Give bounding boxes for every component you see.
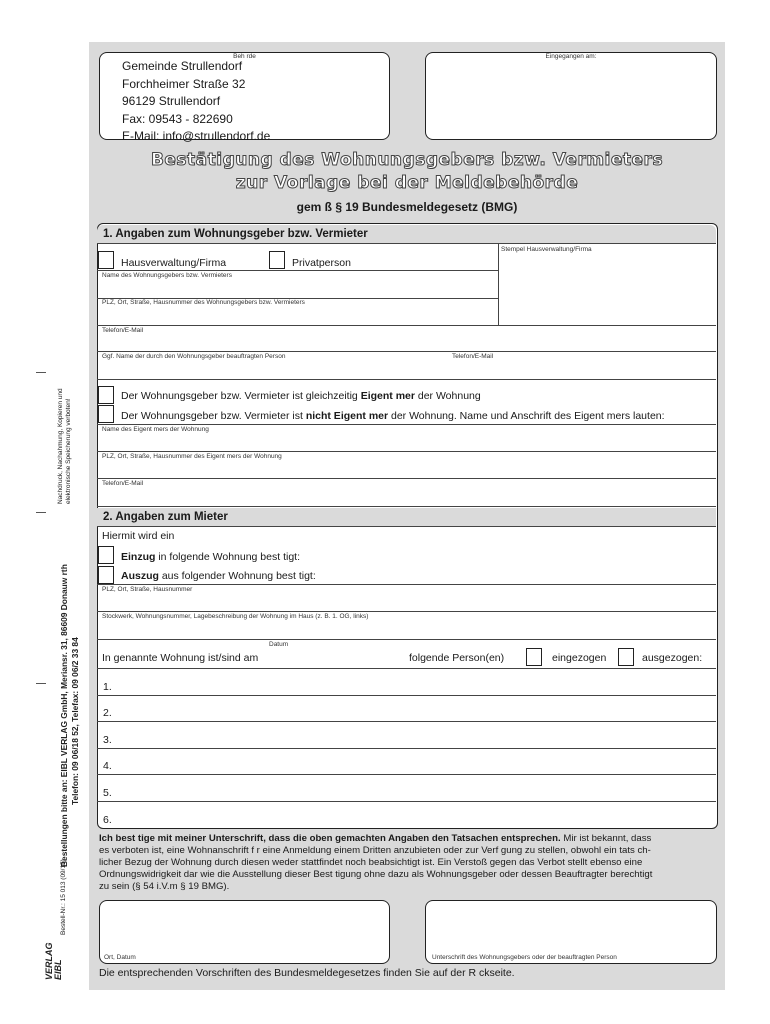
crop-mark [36, 372, 46, 373]
person-row-3[interactable]: 3. [103, 734, 112, 746]
person-row-4[interactable]: 4. [103, 760, 112, 772]
landlord-name-label: Name des Wohnungsgebers bzw. Vermieters [102, 272, 232, 279]
move-out-text: Auszug aus folgender Wohnung best tigt: [121, 570, 316, 582]
owner-yes-checkbox[interactable] [98, 386, 114, 404]
company-option-label: Hausverwaltung/Firma [121, 257, 227, 269]
moved-date-text: In genannte Wohnung ist/sind am [102, 652, 259, 664]
owner-yes-text: Der Wohnungsgeber bzw. Vermieter ist gleichzeitig Eigent mer der Wohnung [121, 390, 481, 402]
private-checkbox[interactable] [269, 251, 285, 269]
moved-in-label: eingezogen [552, 652, 607, 664]
authority-label: Beh rde [233, 53, 256, 60]
form-title-line1: Bestätigung des Wohnungsgebers bzw. Vermieters [150, 150, 664, 170]
landlord-address-label: PLZ, Ort, Straße, Hausnummer des Wohnungsgebers bzw. Vermieters [102, 299, 305, 306]
stamp-label: Stempel Hausverwaltung/Firma [501, 246, 592, 253]
received-label: Eingegangen am: [545, 53, 597, 60]
agent-name-label: Ggf. Name der durch den Wohnungsgeber beauftragten Person [102, 353, 286, 360]
place-date-label: Ort, Datum [104, 954, 136, 961]
tenant-floor-label: Stockwerk, Wohnungsnummer, Lagebeschreibung der Wohnung im Haus (z. B. 1. OG, links) [102, 613, 369, 620]
private-option-label: Privatperson [292, 257, 351, 269]
move-out-checkbox[interactable] [98, 566, 114, 584]
section2-intro: Hiermit wird ein [102, 530, 175, 542]
crop-mark [36, 683, 46, 684]
person-row-1[interactable]: 1. [103, 681, 112, 693]
move-in-checkbox[interactable] [98, 546, 114, 564]
footer-note: Die entsprechenden Vorschriften des Bundesmeldegesetzes finden Sie auf der R ckseite. [99, 967, 515, 979]
moved-out-label: ausgezogen: [642, 652, 703, 664]
authority-box [99, 52, 390, 143]
section1-heading: 1. Angaben zum Wohnungsgeber bzw. Vermieter [97, 225, 716, 243]
tenant-address-label: PLZ, Ort, Straße, Hausnummer [102, 586, 193, 593]
order-info: Bestellungen bitte an: EIBL VERLAG GmbH, Meriansr. 31, 86609 Donauw rth Telefon: 09 06/18 52, Telefax: 09 06/2 33 84 [59, 564, 80, 867]
received-stamp-box [425, 52, 717, 140]
moved-out-checkbox[interactable] [618, 648, 634, 666]
owner-no-text: Der Wohnungsgeber bzw. Vermieter ist nicht Eigent mer der Wohnung. Name und Anschrift des Eigent mers lauten: [121, 410, 665, 422]
persons-text: folgende Person(en) [409, 652, 505, 664]
person-row-6[interactable]: 6. [103, 814, 112, 826]
company-checkbox[interactable] [98, 251, 114, 269]
form-title-line2: zur Vorlage bei der Meldebehörde [235, 173, 579, 193]
declaration-text: Ich best tige mit meiner Unterschrift, dass die oben gemachten Angaben den Tatsachen entsprechen. Mir ist bekannt, dass es verboten ist, eine Wohnanschrift f r eine Anmeldung einem Dritten anzubieten oder zur Verf gung zu stellen, obwohl ein tats ch- licher Bezug der Wohnung durch diesen weder stattfindet noch beabsichtigt ist. Ein Verstoß gegen das Verbot stellt ebenso eine Ordnungswidrigkeit dar wie die Ausstellung dieser Best tigung ohne dazu als Wohnungsgeber oder dessen Beauftragter berechtigt zu sein (§ 54 i.V.m § 19 BMG). [99, 833, 653, 892]
stamp-divider [498, 243, 499, 325]
owner-no-checkbox[interactable] [98, 405, 114, 423]
form-subtitle: gem ß § 19 Bundesmeldegesetz (BMG) [296, 200, 518, 214]
copyright-notice: Nachdruck, Nachahmung, Kopieren und elektronische Speicherung verboten! [57, 388, 72, 504]
section2-heading: 2. Angaben zum Mieter [97, 508, 716, 526]
place-date-box[interactable] [99, 900, 390, 964]
signature-box[interactable] [425, 900, 717, 964]
person-row-2[interactable]: 2. [103, 707, 112, 719]
signature-label: Unterschrift des Wohnungsgebers oder der beauftragten Person [432, 954, 617, 961]
publisher-logo: VERLAG EIBL [44, 942, 63, 980]
move-date-label: Datum [269, 641, 289, 648]
crop-mark [36, 512, 46, 513]
owner-name-label: Name des Eigent mers der Wohnung [102, 426, 209, 433]
moved-in-checkbox[interactable] [526, 648, 542, 666]
agent-phone-label: Telefon/E-Mail [452, 353, 494, 360]
order-number: Bestell-Nr.: 15 013 (09/15) [60, 859, 67, 935]
move-in-text: Einzug in folgende Wohnung best tigt: [121, 551, 300, 563]
person-row-5[interactable]: 5. [103, 787, 112, 799]
authority-address: Gemeinde Strullendorf Forchheimer Straße 32 96129 Strullendorf Fax: 09543 - 822690 E-Mail: info@strullendorf.de [122, 59, 271, 143]
owner-phone-label: Telefon/E-Mail [102, 480, 144, 487]
landlord-phone-label: Telefon/E-Mail [102, 327, 144, 334]
owner-address-label: PLZ, Ort, Straße, Hausnummer des Eigent mers der Wohnung [102, 453, 282, 460]
